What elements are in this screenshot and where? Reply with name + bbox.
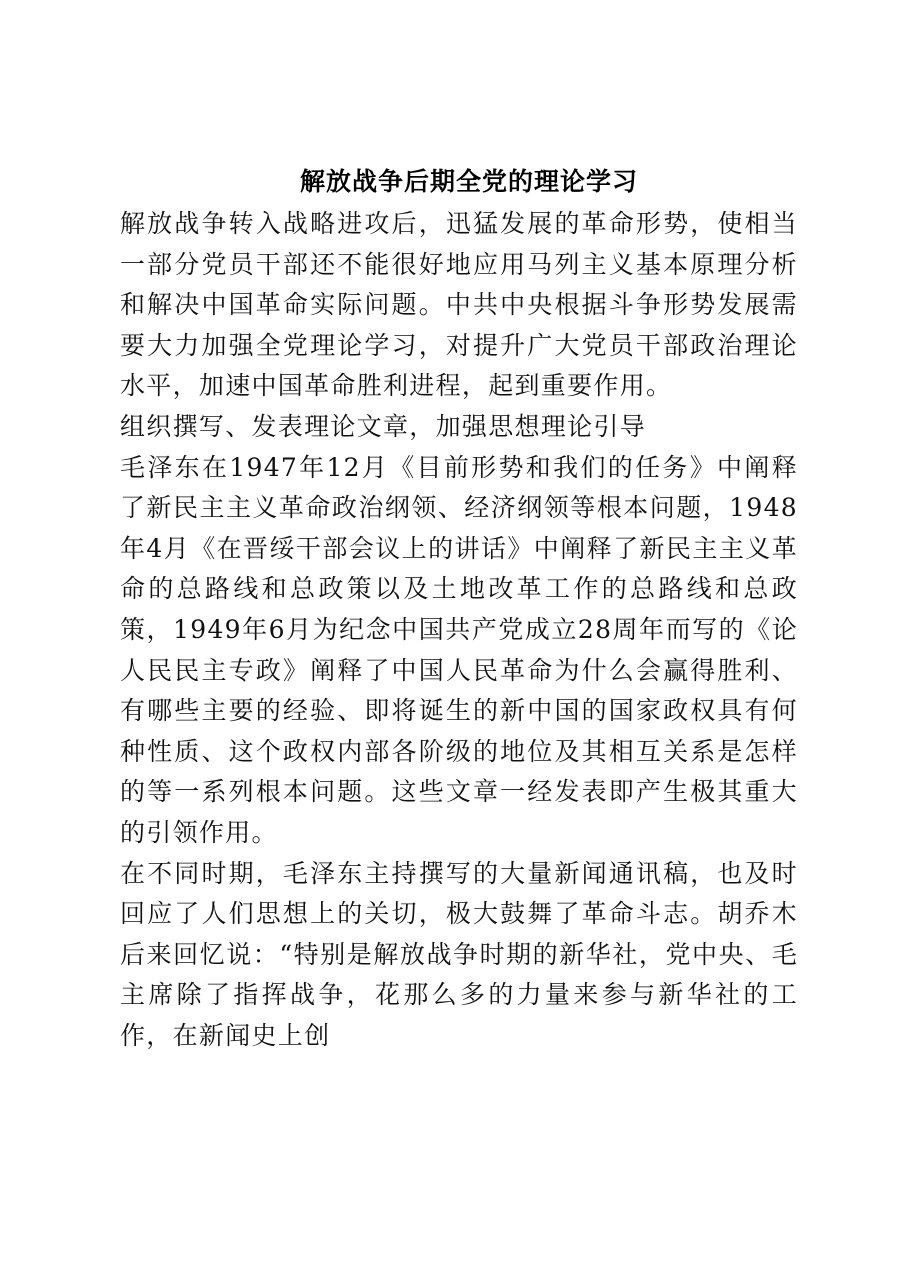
document-page (120, 160, 798, 1056)
intro-paragraph: 解放战争转入战略进攻后，迅猛发展的革命形势，使相当一部分党员干部还不能很好地应用马列主义基本原理分析和解决中国革命实际问题。中共中央根据斗争形势发展需要大力加强全党理论学习，对提升广大党员干部政治理论水平，加速中国革命胜利进程，起到重要作用。 (120, 209, 798, 401)
body-paragraph-2: 在不同时期，毛泽东主持撰写的大量新闻通讯稿，也及时回应了人们思想上的关切，极大鼓舞了革命斗志。胡乔木后来回忆说：“特别是解放战争时期的新华社，党中央、毛主席除了指挥战争，花那么多的力量来参与新华社的工作，在新闻史上创 (120, 858, 798, 1050)
body-paragraph-1: 毛泽东在1947年12月《目前形势和我们的任务》中阐释了新民主主义革命政治纲领、经济纲领等根本问题，1948年4月《在晋绥干部会议上的讲话》中阐释了新民主主义革命的总路线和总政策以及土地改革工作的总路线和总政策，1949年6月为纪念中国共产党成立28周年而写的《论人民民主专政》阐释了中国人民革命为什么会赢得胜利、有哪些主要的经验、即将诞生的新中国的国家政权具有何种性质、这个政权内部各阶级的地位及其相互关系是怎样的等一系列根本问题。这些文章一经发表即产生极其重大的引领作用。 (120, 452, 798, 847)
document-title: 解放战争后期全党的理论学习 (299, 167, 638, 196)
section-heading: 组织撰写、发表理论文章，加强思想理论引导 (120, 411, 647, 441)
